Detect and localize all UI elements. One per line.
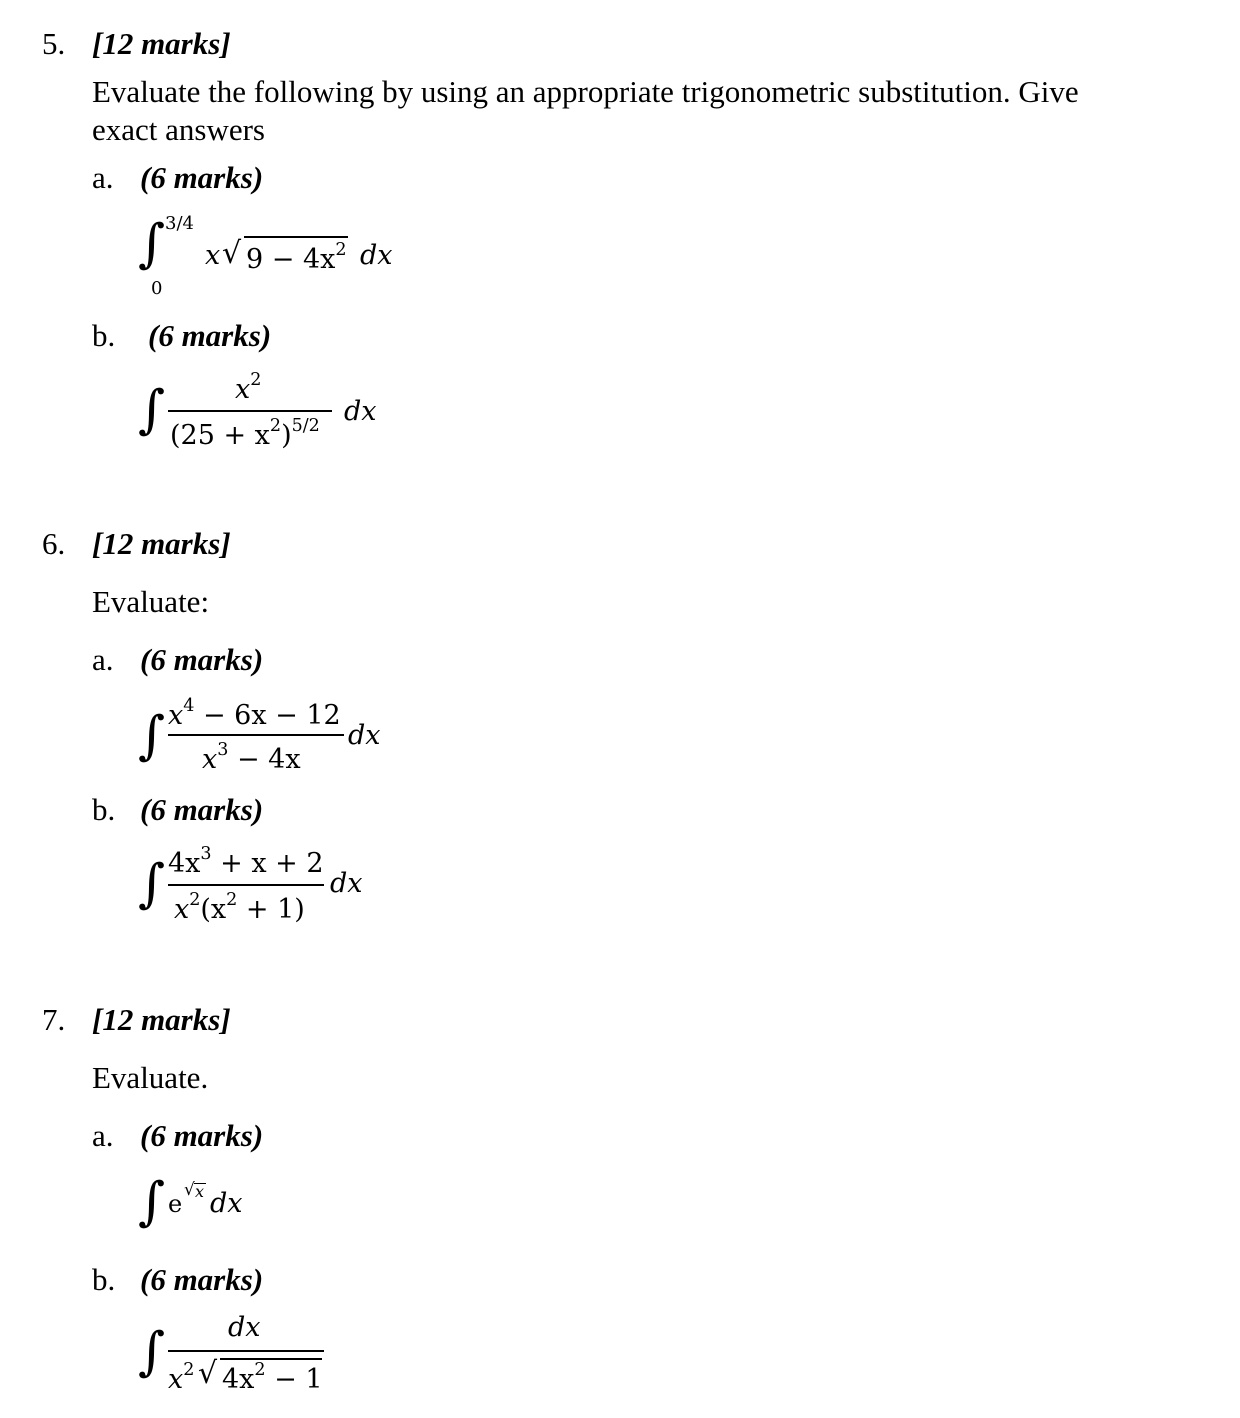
exponent-radical: √ bbox=[184, 1180, 195, 1200]
fraction-bar bbox=[168, 1350, 324, 1352]
question-marks: [12 marks] bbox=[92, 1002, 231, 1037]
part-label: b. bbox=[92, 1262, 116, 1297]
upper-limit: 3/4 bbox=[165, 213, 194, 234]
question-marks: [12 marks] bbox=[92, 526, 231, 561]
lower-limit: 0 bbox=[151, 278, 163, 299]
integral-sign: ∫ bbox=[138, 1322, 166, 1382]
exponential-base: e bbox=[168, 1190, 183, 1218]
instruction: Evaluate. bbox=[92, 1060, 209, 1095]
instruction: Evaluate: bbox=[92, 584, 210, 619]
part-marks: (6 marks) bbox=[140, 1262, 264, 1297]
part-label: a. bbox=[92, 160, 114, 195]
fraction-bar bbox=[168, 884, 324, 886]
part-label: b. bbox=[92, 792, 116, 827]
numerator: $x^4 - 6x - 12$ bbox=[168, 696, 341, 732]
denominator: $x^2$ bbox=[168, 1360, 195, 1396]
integral-sign: ∫ bbox=[138, 380, 166, 440]
part-marks: (6 marks) bbox=[140, 792, 264, 827]
differential: dx bbox=[344, 396, 377, 427]
integral-sign: ∫ bbox=[138, 854, 166, 914]
fraction-bar bbox=[168, 410, 332, 412]
question-number: 6. bbox=[42, 526, 66, 561]
numerator: $4x^3 + x + 2$ bbox=[168, 844, 324, 880]
part-marks: (6 marks) bbox=[140, 1118, 264, 1153]
fraction-bar bbox=[168, 734, 344, 736]
differential: dx bbox=[348, 720, 381, 751]
part-marks: (6 marks) bbox=[148, 318, 272, 353]
instruction-line-1: Evaluate the following by using an appropriate trigonometric substitution. Give bbox=[92, 74, 1079, 109]
differential: dx bbox=[210, 1188, 243, 1219]
part-marks: (6 marks) bbox=[140, 160, 264, 195]
denominator: $x^2(x^2 + 1)$ bbox=[174, 890, 305, 926]
question-number: 7. bbox=[42, 1002, 66, 1037]
differential: dx bbox=[360, 240, 393, 271]
numerator: $x^2$ bbox=[235, 370, 262, 406]
question-number: 5. bbox=[42, 26, 66, 61]
instruction-line-2: exact answers bbox=[92, 112, 265, 147]
integral-sign: ∫ bbox=[138, 706, 166, 766]
radicand: $9 - 4x^2$ bbox=[246, 240, 347, 276]
exponent-radicand: x bbox=[195, 1182, 205, 1201]
part-label: b. bbox=[92, 318, 116, 353]
part-label: a. bbox=[92, 642, 114, 677]
integrand-variable: x bbox=[205, 240, 221, 271]
denominator: $(25 + x^2)^{5/2}$ bbox=[170, 416, 320, 452]
radicand: $4x^2 - 1$ bbox=[222, 1360, 323, 1396]
denominator: $x^3 - 4x$ bbox=[202, 740, 301, 776]
part-label: a. bbox=[92, 1118, 114, 1153]
part-marks: (6 marks) bbox=[140, 642, 264, 677]
radical-sign: √ bbox=[198, 1356, 218, 1391]
question-marks: [12 marks] bbox=[92, 26, 231, 61]
integral-sign: ∫ bbox=[138, 1172, 166, 1232]
differential: dx bbox=[330, 868, 363, 899]
integral-sign: ∫ bbox=[138, 214, 166, 274]
radical-sign: √ bbox=[222, 236, 242, 271]
radical-bar bbox=[244, 236, 348, 238]
numerator: dx bbox=[228, 1312, 261, 1343]
